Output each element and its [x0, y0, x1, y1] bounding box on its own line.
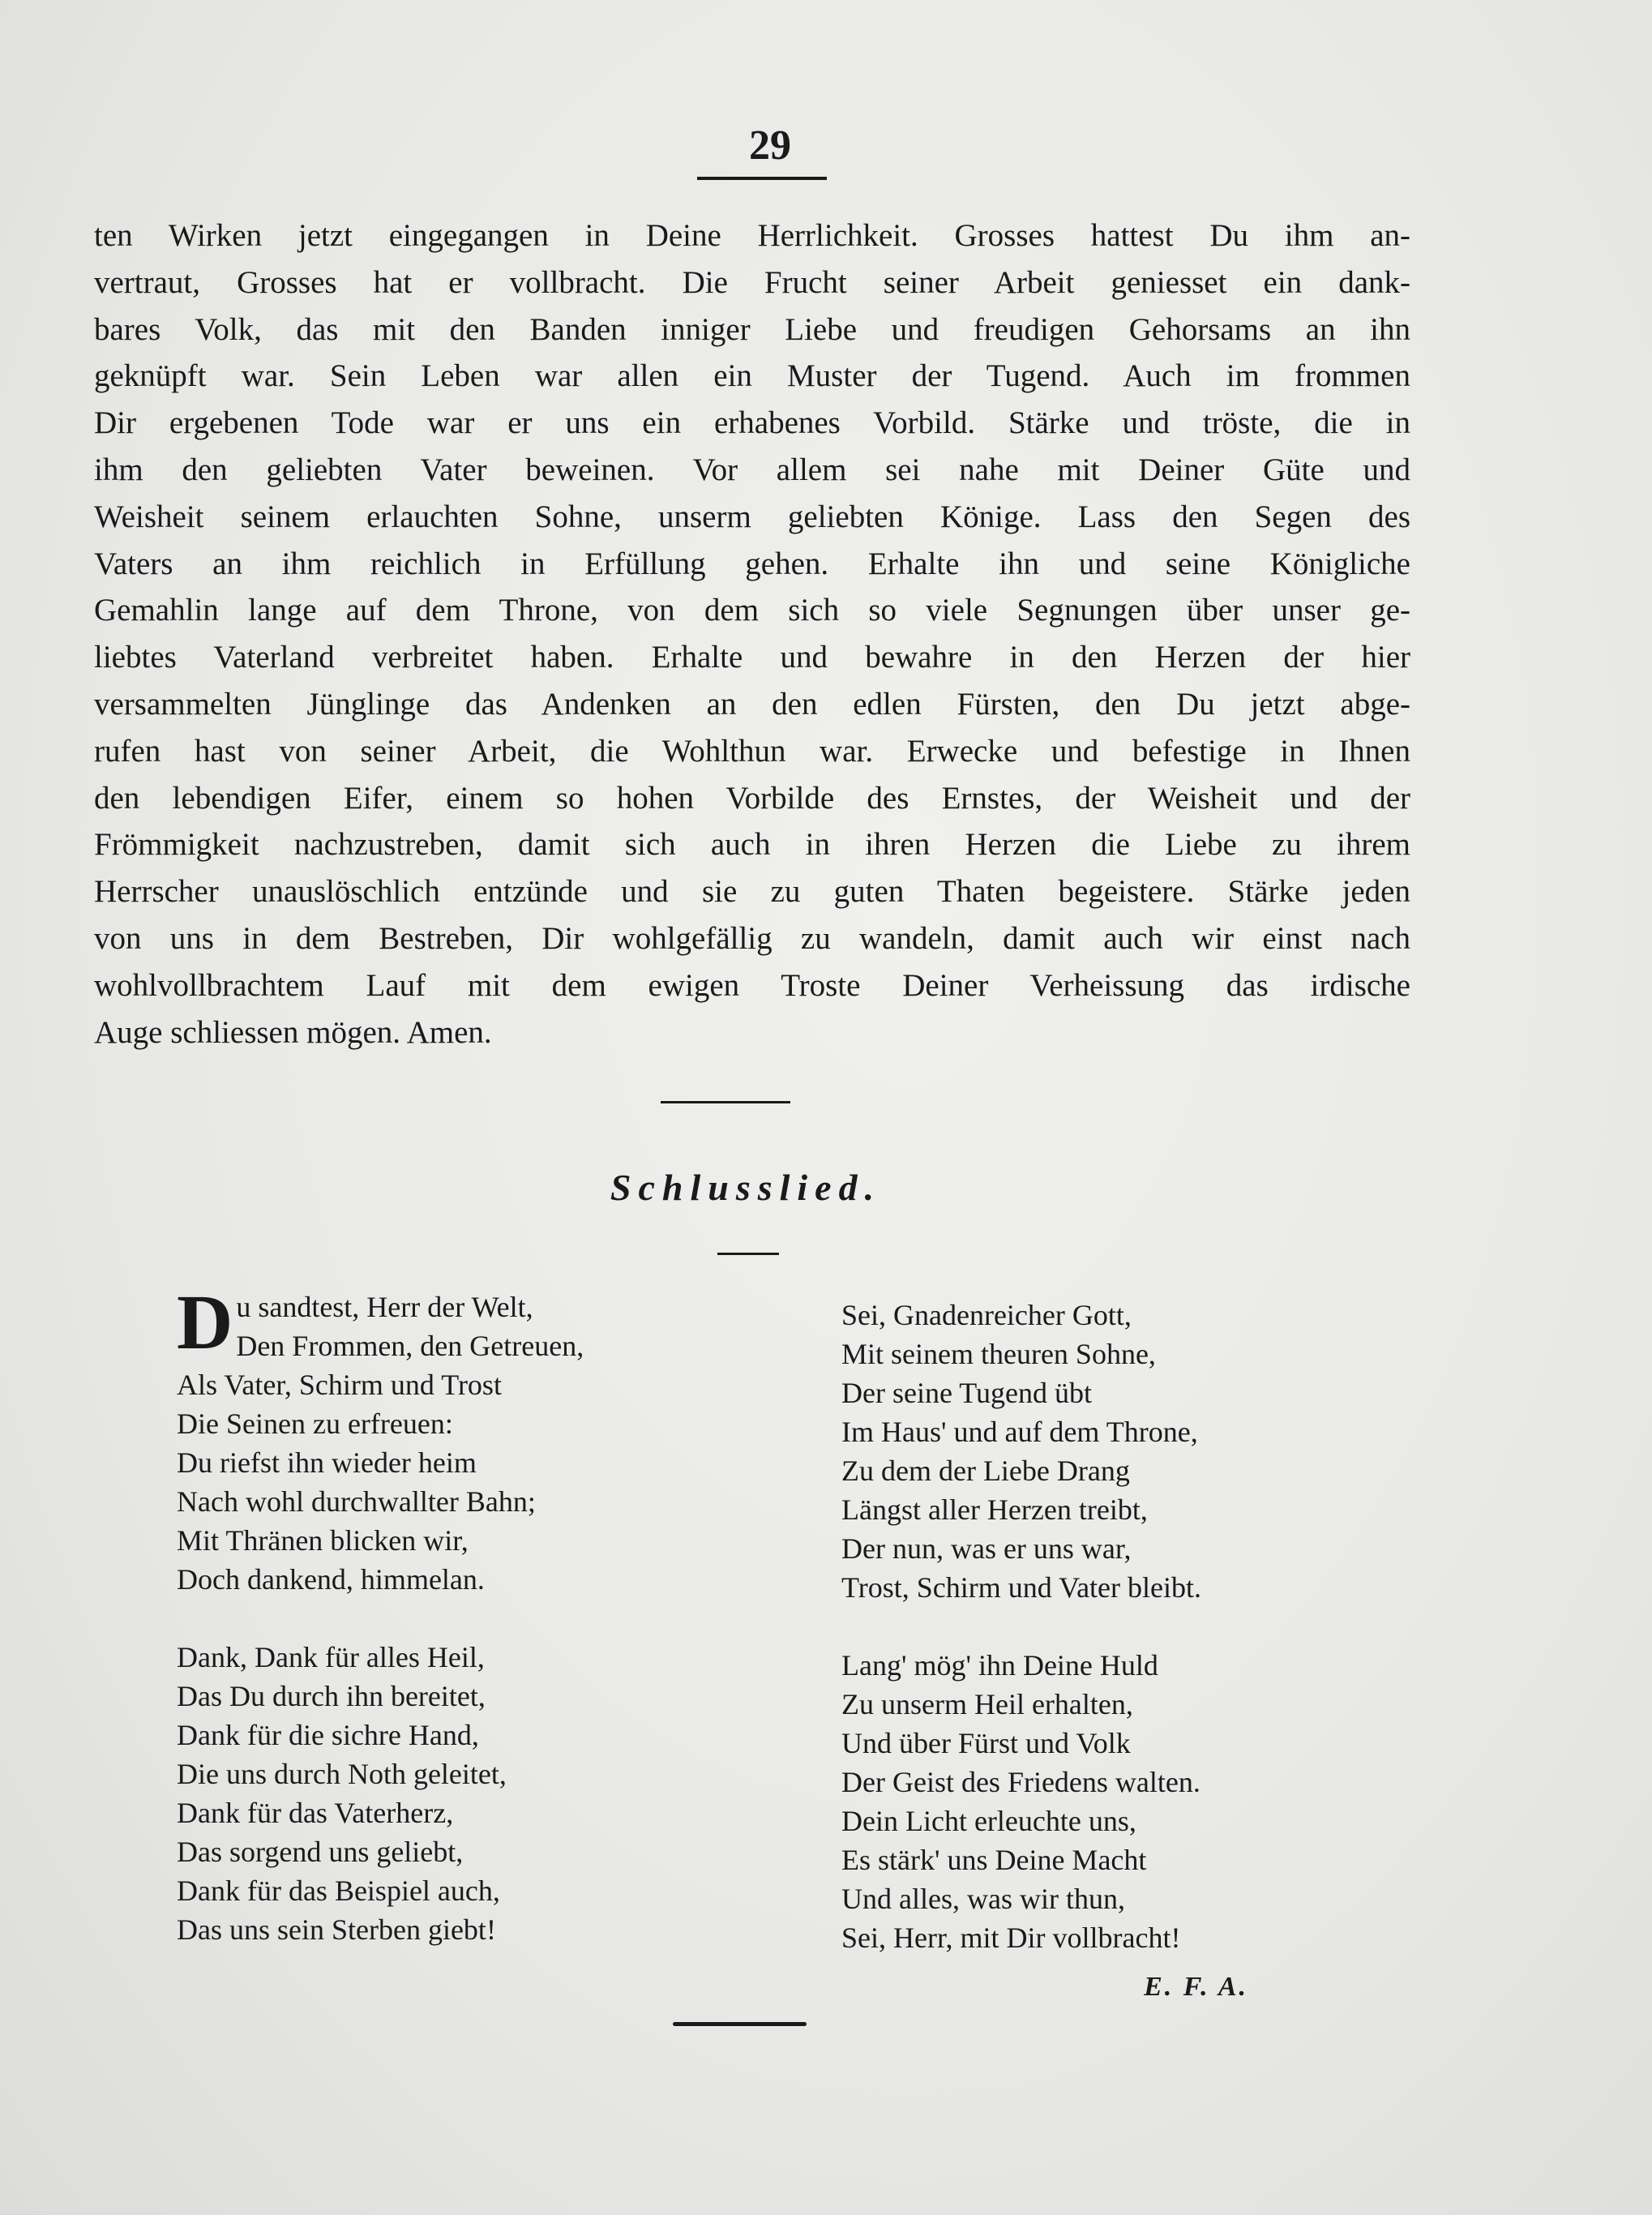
poem-line: Zu unserm Heil erhalten,: [841, 1688, 1133, 1720]
prose-line: den lebendigen Eifer, einem so hohen Vorbilde des Ernstes, der Weisheit und der: [94, 780, 1410, 816]
prose-line: geknüpft war. Sein Leben war allen ein Muster der Tugend. Auch im frommen: [94, 358, 1410, 394]
poem-line: Sei, Herr, mit Dir vollbracht!: [841, 1922, 1181, 1954]
prose-line: vertraut, Grosses hat er vollbracht. Die Frucht seiner Arbeit geniesset ein dank-: [94, 264, 1410, 300]
poem-line: Mit Thränen blicken wir,: [177, 1524, 469, 1557]
poem-left-column: [177, 1279, 584, 1949]
poem-line: Es stärk' uns Deine Macht: [841, 1844, 1147, 1876]
section-heading: Schlusslied.: [610, 1167, 882, 1208]
poem-line: Der seine Tugend übt: [841, 1377, 1092, 1409]
poem-line: Dank für die sichre Hand,: [177, 1719, 479, 1751]
prose-line: Weisheit seinem erlauchten Sohne, unserm geliebten Könige. Lass den Segen des: [94, 499, 1410, 534]
poem-line: Die Seinen zu erfreuen:: [177, 1407, 453, 1440]
poem-line: Das sorgend uns geliebt,: [177, 1836, 464, 1868]
prose-line: liebtes Vaterland verbreitet haben. Erhalte und bewahre in den Herzen der hier: [94, 640, 1410, 675]
poem-line: Längst aller Herzen treibt,: [841, 1493, 1148, 1526]
poem-line: Lang' mög' ihn Deine Huld: [841, 1649, 1158, 1682]
drop-capital: D: [177, 1279, 233, 1365]
header-rule: [697, 177, 827, 180]
end-ornament-rule: [673, 2022, 807, 2026]
prose-line: rufen hast von seiner Arbeit, die Wohlthun war. Erwecke und befestige in Ihnen: [94, 733, 1410, 769]
prose-line: Vaters an ihm reichlich in Erfüllung gehen. Erhalte ihn und seine Königliche: [94, 546, 1410, 581]
section-rule: [661, 1101, 790, 1103]
poem-line: Nach wohl durchwallter Bahn;: [177, 1485, 536, 1518]
prose-line: Herrscher unauslöschlich entzünde und sie zu guten Thaten begeistere. Stärke jeden: [94, 874, 1410, 910]
author-initials: E. F. A.: [1144, 1972, 1248, 2002]
prayer-text: [94, 212, 1410, 1056]
poem-line: Und über Fürst und Volk: [841, 1727, 1131, 1759]
prose-line: Dir ergebenen Tode war er uns ein erhabenes Vorbild. Stärke und tröste, die in: [94, 405, 1410, 441]
page-number: 29: [749, 122, 791, 169]
stanza: [177, 1279, 584, 1599]
poem-line: Dank, Dank für alles Heil,: [177, 1641, 485, 1673]
poem-line: Doch dankend, himmelan.: [177, 1563, 485, 1596]
poem-line: Als Vater, Schirm und Trost: [177, 1369, 502, 1401]
prose-line: ihm den geliebten Vater beweinen. Vor allem sei nahe mit Deiner Güte und: [94, 452, 1410, 487]
poem-line: Die uns durch Noth geleitet,: [177, 1758, 507, 1790]
poem-line: Der Geist des Friedens walten.: [841, 1766, 1200, 1798]
poem-line: Mit seinem theuren Sohne,: [841, 1338, 1156, 1370]
prose-line: Auge schliessen mögen. Amen.: [94, 1014, 492, 1050]
poem-line: Dank für das Vaterherz,: [177, 1797, 454, 1829]
poem-line: Du riefst ihn wieder heim: [177, 1446, 477, 1479]
prose-line: wohlvollbrachtem Lauf mit dem ewigen Troste Deiner Verheissung das irdische: [94, 967, 1410, 1003]
poem-line: Das Du durch ihn bereitet,: [177, 1680, 486, 1712]
prose-line: versammelten Jünglinge das Andenken an den edlen Fürsten, den Du jetzt abge-: [94, 686, 1410, 722]
heading-rule: [717, 1253, 779, 1255]
poem-line: Der nun, was er uns war,: [841, 1532, 1132, 1565]
poem-line: Dank für das Beispiel auch,: [177, 1874, 500, 1907]
poem-line: Trost, Schirm und Vater bleibt.: [841, 1571, 1202, 1604]
stanza: [177, 1638, 536, 1949]
poem-line: Dein Licht erleuchte uns,: [841, 1805, 1136, 1837]
poem-line: Und alles, was wir thun,: [841, 1883, 1125, 1915]
poem-line: Das uns sein Sterben giebt!: [177, 1913, 496, 1946]
prose-line: Frömmigkeit nachzustreben, damit sich auch in ihren Herzen die Liebe zu ihrem: [94, 827, 1410, 863]
poem-line: Zu dem der Liebe Drang: [841, 1455, 1130, 1487]
first-line-text: u sandtest, Herr der Welt,: [236, 1291, 533, 1323]
prose-line: ten Wirken jetzt eingegangen in Deine Herrlichkeit. Grosses hattest Du ihm an-: [94, 218, 1410, 253]
prose-line: Gemahlin lange auf dem Throne, von dem sich so viele Segnungen über unser ge-: [94, 593, 1410, 628]
stanza: [841, 1646, 1201, 1957]
poem-line: Im Haus' und auf dem Throne,: [841, 1416, 1198, 1448]
poem-line: Den Frommen, den Getreuen,: [236, 1330, 584, 1362]
prose-line: bares Volk, das mit den Banden inniger Liebe und freudigen Gehorsams an ihn: [94, 311, 1410, 347]
stanza: [841, 1296, 1201, 1607]
poem-right-column: [841, 1296, 1201, 1957]
poem-line: Sei, Gnadenreicher Gott,: [841, 1299, 1132, 1331]
prose-line: von uns in dem Bestreben, Dir wohlgefällig zu wandeln, damit auch wir einst nach: [94, 920, 1410, 956]
